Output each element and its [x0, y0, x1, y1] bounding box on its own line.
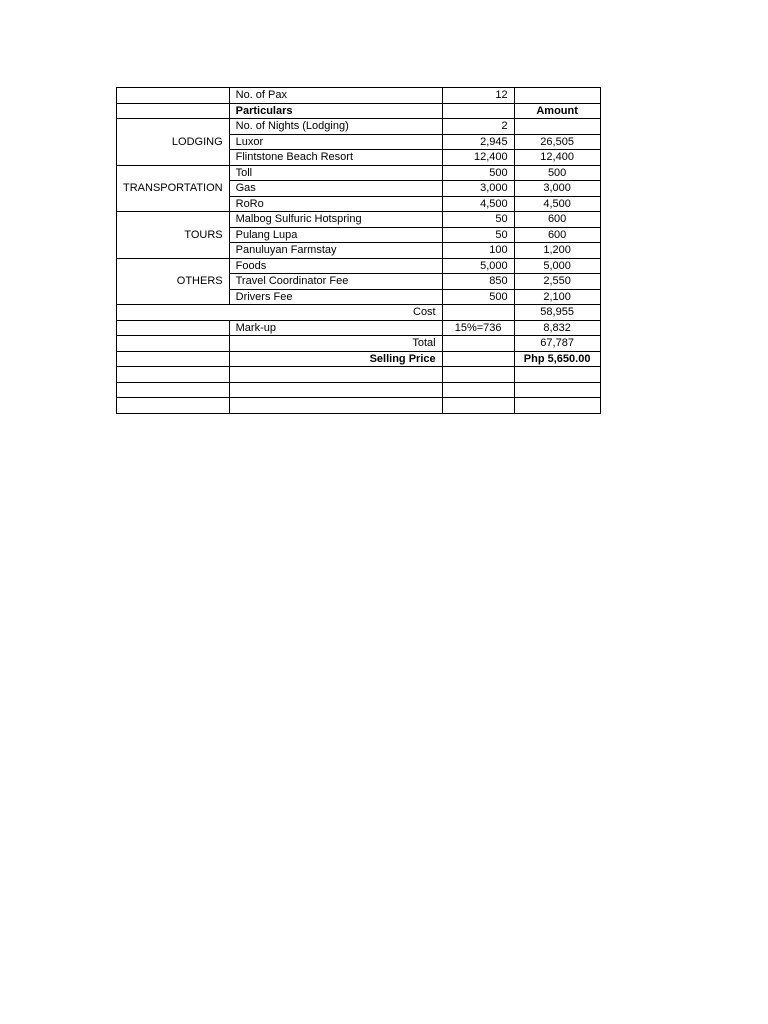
selling-price-amount: Php 5,650.00 [514, 351, 600, 367]
cell-empty [442, 103, 514, 119]
row-value: 4,500 [442, 196, 514, 212]
table-row-empty [117, 398, 601, 414]
row-amount: 500 [514, 165, 600, 181]
selling-price-label: Selling Price [229, 351, 442, 367]
pax-label: No. of Pax [229, 88, 442, 104]
row-label: No. of Nights (Lodging) [229, 119, 442, 135]
table-row-empty [117, 382, 601, 398]
table-row-empty [117, 367, 601, 383]
table-row [117, 258, 601, 274]
category-lodging: LODGING [117, 119, 230, 166]
row-label: Drivers Fee [229, 289, 442, 305]
row-label: Luxor [229, 134, 442, 150]
cell-empty [442, 382, 514, 398]
cell-empty [117, 88, 230, 104]
table-row-cost [117, 305, 601, 321]
table-row-header [117, 103, 601, 119]
cost-label: Cost [117, 305, 443, 321]
row-amount: 5,000 [514, 258, 600, 274]
cell-empty [117, 351, 230, 367]
row-value: 12,400 [442, 150, 514, 166]
row-amount: 26,505 [514, 134, 600, 150]
cell-empty [117, 103, 230, 119]
table-row [117, 119, 601, 135]
cost-amount: 58,955 [514, 305, 600, 321]
cell-empty [229, 382, 442, 398]
category-tours: TOURS [117, 212, 230, 259]
cell-empty [442, 367, 514, 383]
row-value: 850 [442, 274, 514, 290]
row-label: Travel Coordinator Fee [229, 274, 442, 290]
cell-empty [514, 398, 600, 414]
cell-empty [442, 336, 514, 352]
row-amount: 1,200 [514, 243, 600, 259]
table-row [117, 212, 601, 228]
amount-header: Amount [514, 103, 600, 119]
total-amount: 67,787 [514, 336, 600, 352]
cell-empty [442, 398, 514, 414]
row-amount: 2,550 [514, 274, 600, 290]
cell-empty [229, 367, 442, 383]
table-row-pax [117, 88, 601, 104]
cell-empty [117, 367, 230, 383]
cell-empty [117, 382, 230, 398]
row-amount: 4,500 [514, 196, 600, 212]
row-label: Pulang Lupa [229, 227, 442, 243]
table-row-total [117, 336, 601, 352]
particulars-header: Particulars [229, 103, 442, 119]
row-value: 50 [442, 212, 514, 228]
row-amount: 3,000 [514, 181, 600, 197]
row-value: 2 [442, 119, 514, 135]
row-label: Toll [229, 165, 442, 181]
row-amount: 2,100 [514, 289, 600, 305]
cell-empty [442, 305, 514, 321]
pax-amount [514, 88, 600, 104]
row-label: Gas [229, 181, 442, 197]
table-row [117, 165, 601, 181]
cell-empty [117, 336, 230, 352]
pax-value: 12 [442, 88, 514, 104]
row-value: 500 [442, 165, 514, 181]
markup-value: 15%=736 [442, 320, 514, 336]
table-row-markup [117, 320, 601, 336]
total-label: Total [229, 336, 442, 352]
markup-amount: 8,832 [514, 320, 600, 336]
row-amount: 600 [514, 212, 600, 228]
cell-empty [117, 320, 230, 336]
row-amount [514, 119, 600, 135]
cell-empty [514, 382, 600, 398]
row-value: 100 [442, 243, 514, 259]
row-label: Flintstone Beach Resort [229, 150, 442, 166]
row-amount: 600 [514, 227, 600, 243]
row-value: 2,945 [442, 134, 514, 150]
markup-label: Mark-up [229, 320, 442, 336]
row-label: Malbog Sulfuric Hotspring [229, 212, 442, 228]
table-row-selling-price [117, 351, 601, 367]
category-others: OTHERS [117, 258, 230, 305]
row-amount: 12,400 [514, 150, 600, 166]
cell-empty [229, 398, 442, 414]
category-transportation: TRANSPORTATION [117, 165, 230, 212]
cell-empty [117, 398, 230, 414]
row-value: 50 [442, 227, 514, 243]
row-label: Panuluyan Farmstay [229, 243, 442, 259]
row-value: 3,000 [442, 181, 514, 197]
row-value: 5,000 [442, 258, 514, 274]
row-value: 500 [442, 289, 514, 305]
costing-table [116, 87, 601, 414]
row-label: RoRo [229, 196, 442, 212]
cell-empty [442, 351, 514, 367]
row-label: Foods [229, 258, 442, 274]
cell-empty [514, 367, 600, 383]
